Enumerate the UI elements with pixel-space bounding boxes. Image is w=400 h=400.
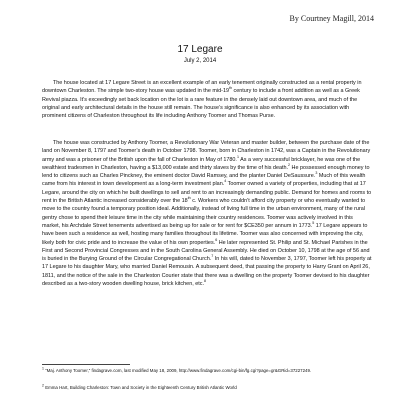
footnote-marker: 2 [42,383,44,388]
paragraph-2 [42,139,372,288]
footnote-reference: 5 [312,221,315,226]
footnote-text: “Maj. Anthony Toomer,” findagrave.com, last modified May 18, 2009, http://www.findagrave.com/cgi-bin/fg.cgi?page=gr&GRid=37227249. [45,368,312,373]
footnote-reference: 7 [211,254,214,259]
footnote-reference: 3 [315,171,318,176]
footnote-reference: 1 [236,154,239,159]
footnote-marker: 1 [42,366,44,371]
footnote-reference: 4 [224,179,227,184]
paragraph-text: c. Workers who couldn’t afford city property or who eventually wanted to move to the country found a temporary position ideal. Additionally, instead of living full time in the urban environment, many of the rural gentry chose to spend their leisure time in the city while maintaining their country residences. Toomer was actively involved in this market, his Archdale Street tenements advertised as being up for sale or for rent for $CE350 per annum in 1773. [42,198,366,229]
footnote-reference: th [187,196,191,201]
paragraph-text: As a very successful bricklayer, he was one of the wealthiest tradesmen in Charleston, having a $13,000 estate and thirty slaves by the time of his death. [42,156,361,171]
footnote-1 [42,368,372,374]
footnote-2 [42,385,372,391]
paragraph-text: He later represented St. Philip and St. Michael Parishes in the First and Second Provincial Congresses and in the South Carolina General Assembly. He died on October 10, 1798 at the age of 56 and is buried in the Burying Ground of the Circular Congregational Church. [42,239,370,263]
paragraph-1 [42,79,372,120]
paragraph-text: 17 Legare appears to have been such a residence as well, hosting many families throughout its lifetime. Toomer was also concerned with improving the city, likely both for civic pride and to increase the value of his own properties. [42,222,368,246]
paragraph-text: century to include a front addition as well as a Greek Revival piazza. It’s exceedingly set back location on the lot is a rare feature in the densely laid out downtown area, and much of the original and early architectural details in the house still remain. The house’s significance is also enhanced by its association with prominent citizens of Charleston throughout its life including Anthony Toomer and Thomas Purse. [42,88,360,120]
footnote-reference: 2 [288,163,291,168]
footnote-reference: 6 [215,237,218,242]
footnote-reference: th [229,86,232,91]
paragraph-text: The house located at 17 Legare Street is an excellent example of an early tenement originally constructed as a rental property in downtown Charleston. The simple two-story house was updated in the mid-19 [42,80,362,95]
paragraph-text: Much of this wealth came from his interest in town development as a long-term investment plan. [42,173,366,188]
footnote-divider [42,364,130,365]
paragraph-text: The house was constructed by Anthony Toomer, a Revolutionary War Veteran and master builder, between the purchase date of the land on November 8, 1797 and Toomer’s death in October 1798. Toomer, born in Charleston in 1742, was a Captain in the Revolutionary army and was a prisoner of the British upon the fall of Charleston in May of 1780. [42,140,371,163]
paragraph-text: In his will, dated to November 3, 1797, Toomer left his property at 17 Legare to his daughter Mary, who married Daniel Remousin. A subsequent deed, that passing the property to Harry Grant on April 26, 1811, and the notice of the sale in the Charleston Courier state that there was a dwelling on the property Toomer devised to his daughter described as a two-story wooden dwelling house, brick kitchen, etc. [42,256,372,288]
document-title: 17 Legare [177,44,223,55]
author-byline: By Courtney Magill, 2014 [289,14,374,23]
footnote-text: Emma Hart, Building Charleston: Town and Society in the Eighteenth Century British Atlantic World [45,385,237,390]
footnote-reference: 8 [204,279,206,284]
paragraph-text: He possessed enough money to lend to citizens such as Charles Pinckney, the eminent doctor David Ramsey, and the planter Daniel DeSaussure. [42,164,370,180]
document-date: July 2, 2014 [183,58,217,64]
paragraph-text: Toomer owned a variety of properties, including that at 17 Legare, around the city on which he built dwellings to sell and rent to an increasingly demanding public. Demand for homes and rooms to rent in the British Atlantic increased considerably over the 18 [42,181,372,205]
